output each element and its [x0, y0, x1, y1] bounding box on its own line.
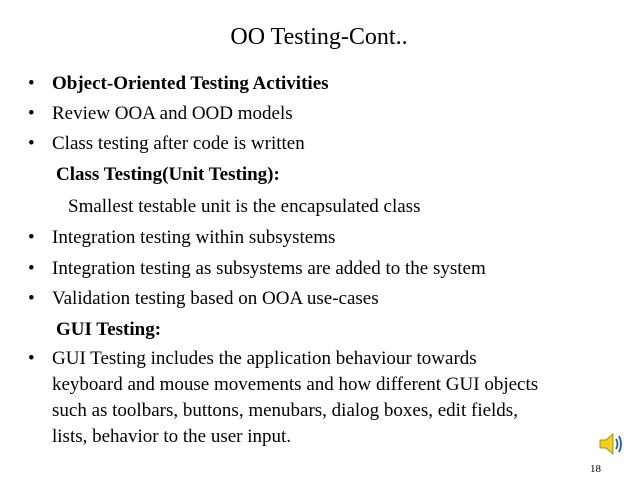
subheading-class-testing: Class Testing(Unit Testing):	[56, 164, 280, 185]
bullet-icon: •	[28, 348, 35, 369]
paragraph-line: keyboard and mouse movements and how different GUI objects	[52, 374, 539, 395]
paragraph-line: such as toolbars, buttons, menubars, dialog boxes, edit fields,	[52, 400, 518, 421]
class-testing-description: Smallest testable unit is the encapsulated class	[68, 196, 421, 217]
paragraph-line: GUI Testing includes the application behaviour towards	[52, 348, 477, 369]
speaker-icon[interactable]	[597, 430, 625, 458]
speaker-icon-graphic	[597, 430, 625, 458]
bullet-integration-within-subsystems: Integration testing within subsystems	[52, 227, 336, 248]
bullet-icon: •	[28, 103, 35, 124]
bullet-review-models: Review OOA and OOD models	[52, 103, 293, 124]
subheading-gui-testing: GUI Testing:	[56, 319, 162, 340]
bullet-object-oriented-testing-activities: Object-Oriented Testing Activities	[52, 73, 329, 94]
bullet-icon: •	[28, 227, 35, 248]
page-number: 18	[590, 463, 601, 475]
bullet-icon: •	[28, 73, 35, 94]
bullet-icon: •	[28, 258, 35, 279]
gui-testing-paragraph	[52, 346, 612, 450]
bullet-validation-testing: Validation testing based on OOA use-cases	[52, 288, 379, 309]
paragraph-line: lists, behavior to the user input.	[52, 426, 292, 447]
bullet-icon: •	[28, 133, 35, 154]
bullet-icon: •	[28, 288, 35, 309]
bullet-class-testing: Class testing after code is written	[52, 133, 305, 154]
slide-title: OO Testing-Cont..	[230, 24, 408, 50]
bullet-integration-as-subsystems-added: Integration testing as subsystems are added to the system	[52, 258, 486, 279]
